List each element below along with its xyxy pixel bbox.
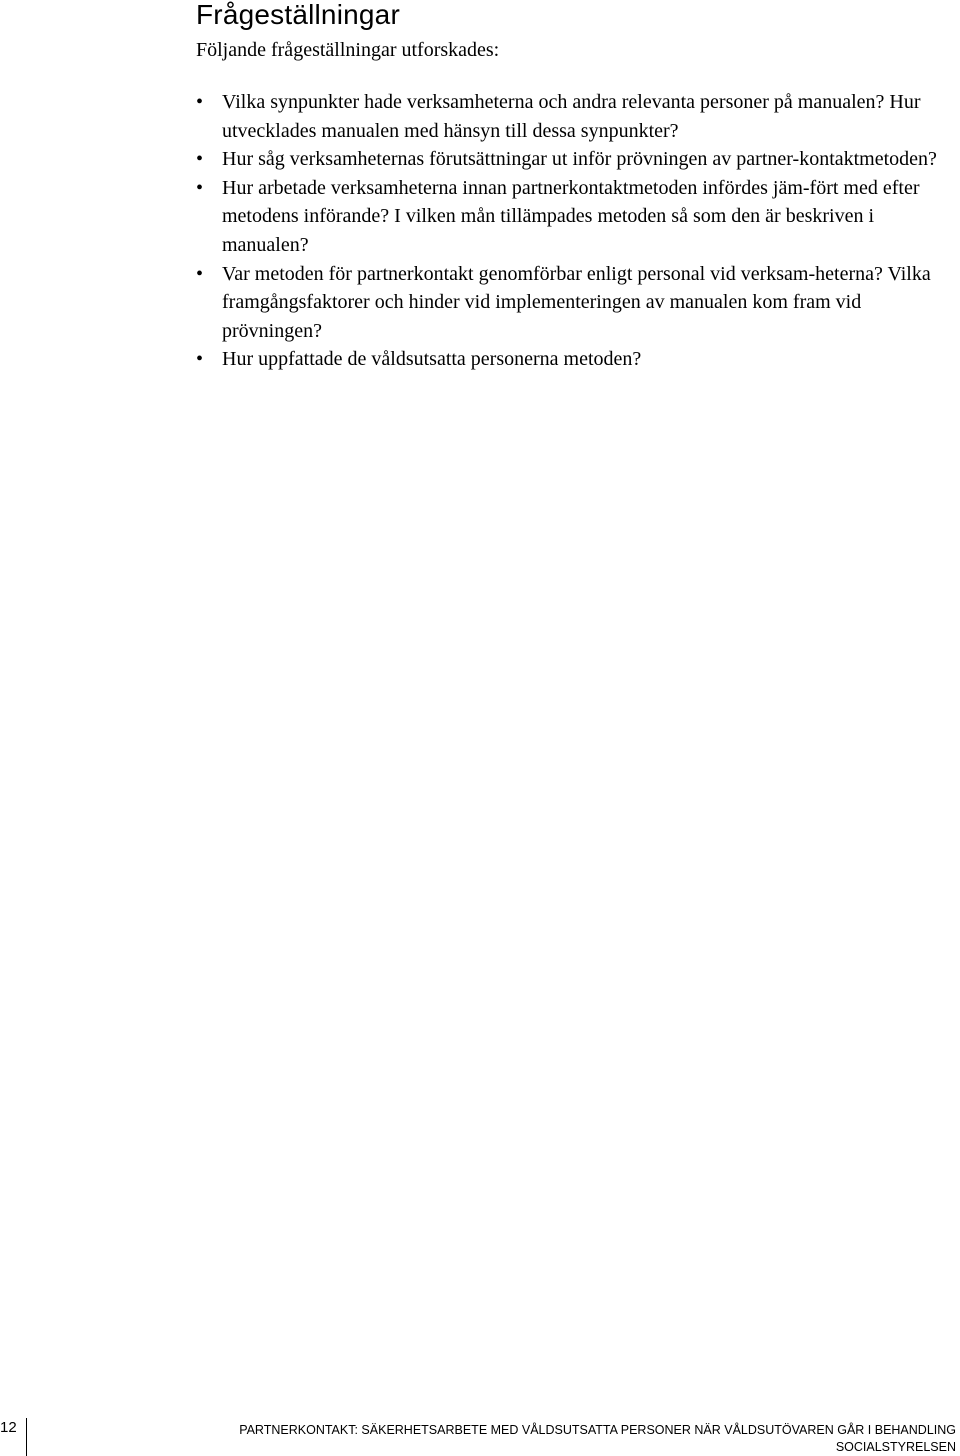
question-item-2 xyxy=(196,145,937,174)
question-text: Var metoden för partnerkontakt genomförbar enligt personal vid verksam-heterna? Vilka framgångsfaktorer och hinder vid implementeringen av manualen kom fram vid prövningen? xyxy=(222,262,931,342)
section-heading: Frågeställningar xyxy=(196,0,400,30)
question-list xyxy=(196,88,936,374)
bullet-icon: • xyxy=(196,176,204,199)
question-text: Vilka synpunkter hade verksamheterna och andra relevanta personer på manualen? Hur utvecklades manualen med hänsyn till dessa synpunkter? xyxy=(222,91,921,142)
page-body xyxy=(196,0,936,374)
bullet-icon: • xyxy=(196,348,204,371)
bullet-icon: • xyxy=(196,91,204,113)
publisher-name: SOCIALSTYRELSEN xyxy=(835,1440,956,1454)
page-number: 12 xyxy=(0,1419,17,1436)
question-text: Hur såg verksamheternas förutsättningar ut inför prövningen av partner-kontaktmetoden? xyxy=(222,148,937,171)
bullet-icon: • xyxy=(196,148,204,171)
question-item-1 xyxy=(196,88,937,145)
running-title: PARTNERKONTAKT: SÄKERHETSARBETE MED VÅLDSUTSATTA PERSONER NÄR VÅLDSUTÖVAREN GÅR I BEHANDLING xyxy=(239,1423,956,1437)
question-item-5 xyxy=(196,345,937,374)
intro-text: Följande frågeställningar utforskades: xyxy=(196,39,500,61)
question-text: Hur uppfattade de våldsutsatta personerna metoden? xyxy=(222,348,642,371)
question-item-4 xyxy=(196,260,937,346)
question-item-3 xyxy=(196,174,937,260)
footer-divider xyxy=(26,1418,27,1456)
bullet-icon: • xyxy=(196,262,204,285)
question-text: Hur arbetade verksamheterna innan partnerkontaktmetoden infördes jäm-fört med efter metodens införande? I vilken mån tillämpades metoden så som den är beskriven i manualen? xyxy=(222,176,920,256)
